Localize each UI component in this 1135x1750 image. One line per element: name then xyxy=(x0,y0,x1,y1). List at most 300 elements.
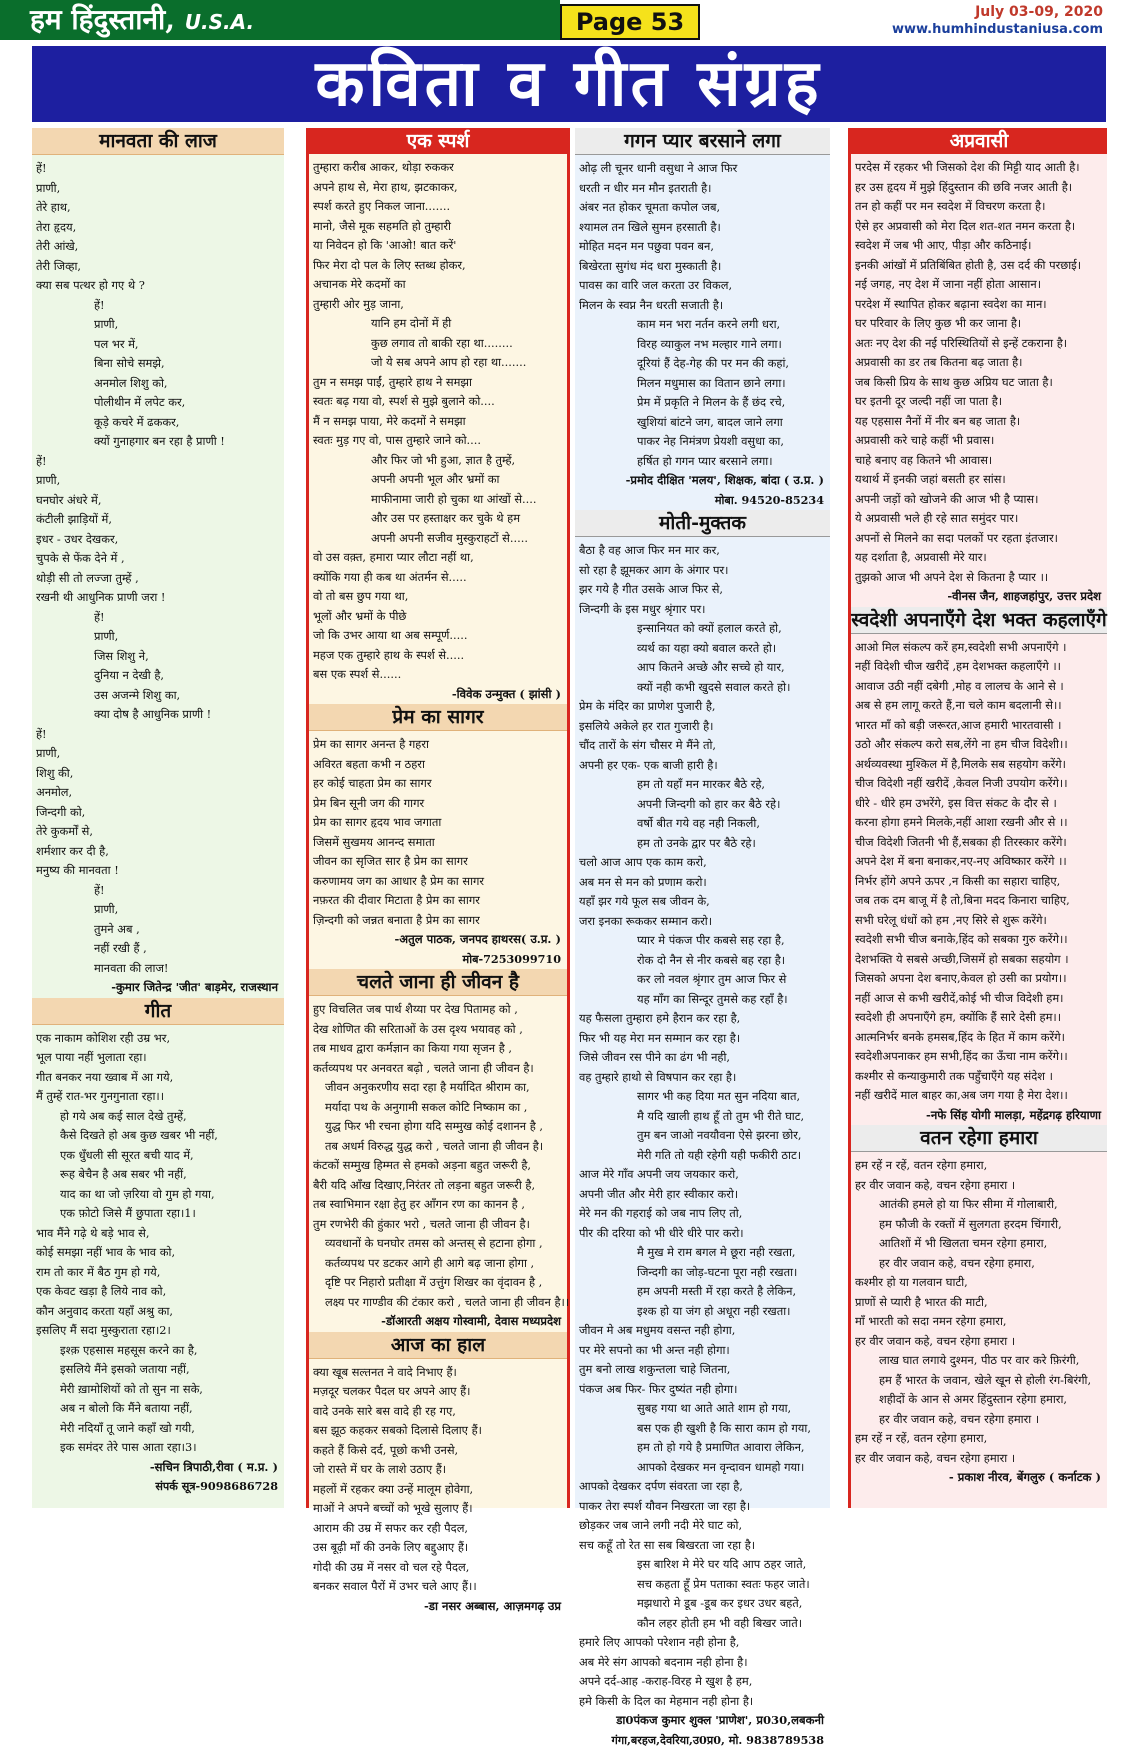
poem-line: आतंकी हमले हो या फिर सीमा में गोलाबारी, xyxy=(855,1195,1103,1215)
poem-line: एक धुँधली सी सूरत बची याद में, xyxy=(36,1146,280,1166)
poet-contact: संपर्क सूत्र-9098686728 xyxy=(32,1477,284,1497)
poem-line: वह तुम्हारे हाथो से विषपान कर रहा है। xyxy=(579,1068,826,1088)
poem-line: प्रेम बिन सूनी जग की गागर xyxy=(313,794,563,814)
poem-line: कर्तव्यपथ पर अनवरत बढ़ो , चलते जाना ही जीवन है। xyxy=(313,1059,563,1079)
poem-line: क्यों गुनाहगार बन रहा है प्राणी ! xyxy=(36,432,280,452)
poem-line: यह माँग का सिन्दूर तुमसे कह रहाँ है। xyxy=(579,990,826,1010)
brand-logo xyxy=(0,0,560,40)
poem-line: क्या खूब सल्तनत ने वादे निभाए हैं। xyxy=(313,1363,563,1383)
poem-line: प्यार मे पंकज पीर कबसे सह रहा है, xyxy=(579,931,826,951)
poem-line: प्रेम का सागर अनन्त है गहरा xyxy=(313,735,563,755)
poem-line: वर्षो बीत गये वह नही निकली, xyxy=(579,814,826,834)
poem-body xyxy=(309,1000,567,1312)
poem-line: बस एक ही खुशी है कि सारा काम हो गया, xyxy=(579,1419,826,1439)
poem-line: इनकी आंखों में प्रतिबिंबित होती है, उस दर्द की परछाई। xyxy=(855,256,1103,276)
poem-line: हें! xyxy=(36,452,280,472)
poem-line: तेरे हाथ, xyxy=(36,198,280,218)
poet-contact: गंगा,बरहज,देवरिया,उ0प्र0, मो. 9838789538 xyxy=(575,1731,830,1750)
poem-line: जिसमें सुखमय आनन्द समाता xyxy=(313,833,563,853)
poem-line: बिखेरता सुगंध मंद धरा मुस्काती है। xyxy=(579,257,826,277)
poem-line: आवाज उठी नहीं दबेगी ,मोह व लालच के आने से । xyxy=(855,677,1103,697)
poem-line: भाव मैंने गढ़े थे बड़े भाव से, xyxy=(36,1224,280,1244)
poem-line: शहीदों के आन से अमर हिंदुस्तान रहेगा हमारा, xyxy=(855,1390,1103,1410)
poem-line: मिलन के स्वप्न नैन धरती सजाती है। xyxy=(579,296,826,316)
poem-line: हम अपनी मस्ती में रहा करते है लेकिन, xyxy=(579,1282,826,1302)
section-title: कविता व गीत संग्रह xyxy=(32,46,1106,122)
poem-line: घर इतनी दूर जल्दी नहीं जा पाता है। xyxy=(855,392,1103,412)
poem-line: अपनी जिन्दगी को हार कर बैठे रहे। xyxy=(579,795,826,815)
poem-line: हें! xyxy=(36,608,280,628)
poem-line: जरा इनका रूककर सम्मान करो। xyxy=(579,912,826,932)
poem-line: पीर की दरिया को भी धीरे धीरे पार करो। xyxy=(579,1224,826,1244)
poem-line: अब से हम लागू करते हैं,ना चले काम बदलानी से।। xyxy=(855,696,1103,716)
poem-line: आप कितने अच्छे और सच्चे हो यार, xyxy=(579,658,826,678)
poem-line: हें! xyxy=(36,296,280,316)
poem-line: तुझको आज भी अपने देश से कितना है प्यार ।। xyxy=(855,568,1103,588)
poem-line: अपने हाथ से, मेरा हाथ, झटकाकर, xyxy=(313,178,563,198)
poem-line: झर गये है गीत उसके आज फिर से, xyxy=(579,580,826,600)
poem-line: शर्मशार कर दी है, xyxy=(36,842,280,862)
poem-line: आज मेरे गाँव अपनी जय जयकार करो, xyxy=(579,1165,826,1185)
poem-line: बनकर सवाल पैरों में उभर चले आए हैं।। xyxy=(313,1577,563,1597)
poem-line: पोलीथीन में लपेट कर, xyxy=(36,393,280,413)
poem-line: बस एक स्पर्श से...... xyxy=(313,665,563,685)
poem-line: मानवता की लाज! xyxy=(36,959,280,979)
poem-line: मझधारो मे डूब -डूब कर इधर उधर बहते, xyxy=(579,1594,826,1614)
poem-line: यह फैसला तुम्हारा हमे हैरान कर रहा है, xyxy=(579,1009,826,1029)
poem-line: रोक दो नैन से नीर कबसे बह रहा है। xyxy=(579,951,826,971)
poem-line: वो उस वक़्त, हमारा प्यार लौटा नहीं था, xyxy=(313,548,563,568)
poem-line: पर मेरे सपनो का भी अन्त नही होगा। xyxy=(579,1341,826,1361)
poem-line: कौन लहर होती हम भी वही बिखर जाते। xyxy=(579,1614,826,1634)
poem-line: तब स्वाभिमान रक्षा हेतु हर आँगन रण का कानन है , xyxy=(313,1195,563,1215)
poem-line: प्राणी, xyxy=(36,179,280,199)
poem-line: हें! xyxy=(36,881,280,901)
poem-line: हम हैं भारत के जवान, खेले खून से होली रंग-बिरंगी, xyxy=(855,1371,1103,1391)
poem-line: अपनी अपनी सजीव मुस्कुराहटों से..... xyxy=(313,529,563,549)
poem-line: स्वतः मुड़ गए वो, पास तुम्हारे जाने को.... xyxy=(313,431,563,451)
poem-line: इसलिये अकेले हर रात गुजारी है। xyxy=(579,717,826,737)
poem-line: इधर - उधर देखकर, xyxy=(36,530,280,550)
poem-line: हर वीर जवान कहे, वचन रहेगा हमारा । xyxy=(855,1410,1103,1430)
poem-line: काम मन भरा नर्तन करने लगी धरा, xyxy=(579,315,826,335)
poem-line: और फिर जो भी हुआ, ज्ञात है तुम्हें, xyxy=(313,451,563,471)
poem-line: स्वदेशी सभी चीज बनाके,हिंद को सबका गुरु करेंगे।। xyxy=(855,930,1103,950)
poem-line: स्वदेशी ही अपनाएँगे हम, क्योंकि हैं सारे देसी हम।। xyxy=(855,1008,1103,1028)
poem-line: क्या सब पत्थर हो गए थे ? xyxy=(36,276,280,296)
poem-line: मिलन मधुमास का वितान छाने लगा। xyxy=(579,374,826,394)
poem-line: उस अजन्मे शिशु का, xyxy=(36,686,280,706)
poem-line: जीवन मे अब मधुमय वसन्त नही होगा, xyxy=(579,1321,826,1341)
brand-suffix: U.S.A. xyxy=(185,10,254,34)
poem-line: तब अधर्म विरुद्ध युद्ध करो , चलते जाना ही जीवन है। xyxy=(313,1137,563,1157)
poem-line: या निवेदन हो कि 'आओ! बात करें' xyxy=(313,236,563,256)
poem-line: व्यर्थ का यहा क्यो बवाल करते हो। xyxy=(579,639,826,659)
poem-line: अप्रवासी का डर तब कितना बढ़ जाता है। xyxy=(855,353,1103,373)
poem-line: हमारे लिए आपको परेशान नही होना है, xyxy=(579,1633,826,1653)
poem-line: प्राणी, xyxy=(36,744,280,764)
poem-line: हुए विचलित जब पार्थ शैय्या पर देख पितामह को , xyxy=(313,1000,563,1020)
poem-line: जिन्दगी का जोड़-घटना पूरा नही रखता। xyxy=(579,1263,826,1283)
masthead xyxy=(0,0,1135,42)
poem-line: तुम्हारा करीब आकर, थोड़ा रुककर xyxy=(313,158,563,178)
poem-line: उठो और संकल्प करो सब,लेंगे ना हम चीज विदेशी।। xyxy=(855,735,1103,755)
poem-line: इस बारिश मे मेरे घर यदि आप ठहर जाते, xyxy=(579,1555,826,1575)
poem-line: तुम बनो लाख शकुन्तला चाहे जितना, xyxy=(579,1360,826,1380)
poem-line: और उस पर हस्ताक्षर कर चुके थे हम xyxy=(313,509,563,529)
poem-line: कर्तव्यपथ पर डटकर आगे ही आगे बढ़ जाना होगा , xyxy=(313,1254,563,1274)
poem-line: महलों में रहकर क्या उन्हें मालूम होवेगा, xyxy=(313,1480,563,1500)
poem-line: प्राणी, xyxy=(36,900,280,920)
poem-line: स्वदेश में जब भी आए, पीड़ा और कठिनाई। xyxy=(855,236,1103,256)
poem-line: दूरियां हैं देह-गेह की पर मन की कहां, xyxy=(579,354,826,374)
poem-line: छोड़कर जब जाने लगी नदी मेरे घाट को, xyxy=(579,1516,826,1536)
poem-line: यह एहसास नैनों में नीर बन बह जाता है। xyxy=(855,412,1103,432)
poem-line: अपनी हर एक- एक बाजी हारी है। xyxy=(579,756,826,776)
poem-line: चुपके से फेंक देने में , xyxy=(36,549,280,569)
poem-line: मेरे मन की गहराई को जब नाप लिए तो, xyxy=(579,1204,826,1224)
poem-line: तन हो कहीं पर मन स्वदेश में विचरण करता है। xyxy=(855,197,1103,217)
poem-line: गोदी की उम्र में नसर वो चल रहे पैदल, xyxy=(313,1558,563,1578)
poem-line: माओं ने अपने बच्चों को भूखे सुलाए हैं। xyxy=(313,1499,563,1519)
poem-line: अचानक मेरे कदमों का xyxy=(313,275,563,295)
poem-line: इसलिये मैंने इसको जताया नहीं, xyxy=(36,1360,280,1380)
poem-line: स्वतः बढ़ गया वो, स्पर्श से मुझे बुलाने को.... xyxy=(313,392,563,412)
poem-line: कहते हैं किसे दर्द, पूछो कभी उनसे, xyxy=(313,1441,563,1461)
poem-line: बस झूठ कहकर सबको दिलासे दिलाए हैं। xyxy=(313,1421,563,1441)
column-4 xyxy=(848,128,1107,1508)
poet-signature: -प्रमोद दीक्षित 'मलय', शिक्षक, बांदा ( उ.प्र. ) xyxy=(575,471,830,491)
poem-line: तुमने अब , xyxy=(36,920,280,940)
poem-line: पाकर नेह निमंत्रण प्रेयशी वसुधा का, xyxy=(579,432,826,452)
poem-title: एक स्पर्श xyxy=(309,128,567,154)
poem-line: प्राणी, xyxy=(36,315,280,335)
poem-line: शिशु की, xyxy=(36,764,280,784)
poet-signature: -डॉआरती अक्षय गोस्वामी, देवास मध्यप्रदेश xyxy=(309,1312,567,1332)
poem-line: बिना सोचे समझे, xyxy=(36,354,280,374)
poem-line: अपनी अपनी भूल और भ्रमों का xyxy=(313,470,563,490)
poem-line: अंबर नत होकर चूमता कपोल जब, xyxy=(579,198,826,218)
poem-line: भूलों और भ्रमों के पीछे xyxy=(313,607,563,627)
poem-line: रखनी थी आधुनिक प्राणी जरा ! xyxy=(36,588,280,608)
poem-line: चलो आज आप एक काम करो, xyxy=(579,853,826,873)
poem-line: मानो, जैसे मूक सहमति हो तुम्हारी xyxy=(313,217,563,237)
poem-line: जिसे जीवन रस पीने का ढंग भी नही, xyxy=(579,1048,826,1068)
poem-line: गीत बनकर नया ख्वाब में आ गये, xyxy=(36,1068,280,1088)
poem-line: हम तो यहाँ मन मारकर बैठे रहे, xyxy=(579,775,826,795)
poem-line: सच कहूँ तो रेत सा सब बिखरता जा रहा है। xyxy=(579,1536,826,1556)
poem-line: थोड़ी सी तो लज्जा तुम्हें , xyxy=(36,569,280,589)
poem-line: फिर भी यह मेरा मन सम्मान कर रहा है। xyxy=(579,1029,826,1049)
poem-line: प्राणी, xyxy=(36,627,280,647)
poem-line: राम तो कार में बैठ गुम हो गये, xyxy=(36,1263,280,1283)
poem-line: अपनों से मिलने का सदा पलकों पर रहता इंतजार। xyxy=(855,529,1103,549)
poem-line: अनमोल, xyxy=(36,783,280,803)
poem-body xyxy=(851,158,1107,587)
poem-line: प्रेम के मंदिर का प्राणेश पुजारी है, xyxy=(579,697,826,717)
poem-line: चाहे बनाए वह कितने भी आवास। xyxy=(855,451,1103,471)
poem-line: तेरा हृदय, xyxy=(36,218,280,238)
poem-line: ये अप्रवासी भले ही रहे सात समुंदर पार। xyxy=(855,509,1103,529)
poem-line: उस बूढ़ी माँ की उनके लिए बद्दुआए हैं। xyxy=(313,1538,563,1558)
poem-line: घनघोर अंधरे में, xyxy=(36,491,280,511)
column-1 xyxy=(32,128,284,1508)
brand-name: हम हिंदुस्तानी, xyxy=(30,3,175,36)
poem-line: कश्मीर हो या गलवान घाटी, xyxy=(855,1273,1103,1293)
poem-line: मर्यादा पथ के अनुगामी सकल कोटि निष्काम का , xyxy=(313,1098,563,1118)
poem-line: माफीनामा जारी हो चुका था आंखों से.... xyxy=(313,490,563,510)
poem-line: मोहित मदन मन पछुवा पवन बन, xyxy=(579,237,826,257)
poem-line: तुम बन जाओ नवयौवना ऐसे झरना छोर, xyxy=(579,1126,826,1146)
poem-line: इसलिए मैं सदा मुस्कुराता रहा।2। xyxy=(36,1321,280,1341)
poem-line: यह दर्शाता है, अप्रवासी मेरे यार। xyxy=(855,548,1103,568)
poem-line: सच कहता हूँ प्रेम पताका स्वतः फहर जाते। xyxy=(579,1575,826,1595)
poem-title: गगन प्यार बरसाने लगा xyxy=(575,128,830,155)
poem-line: जिसको अपना देश बनाए,केवल हो उसी का प्रयोग।। xyxy=(855,969,1103,989)
poem-line: पावस का वारि जल करता उर विकल, xyxy=(579,276,826,296)
poem-line: सुबह गया था आते आते शाम हो गया, xyxy=(579,1399,826,1419)
poem-line: दुनिया न देखी है, xyxy=(36,666,280,686)
poem-line: बैरी यदि आँख दिखाए,निरंतर तो लड़ना बहुत जरूरी है, xyxy=(313,1176,563,1196)
poem-line: कुछ लगाव तो बाकी रहा था........ xyxy=(313,334,563,354)
poem-line: हमे किसी के दिल का मेहमान नही होना है। xyxy=(579,1692,826,1712)
poem-line: नहीं आज से कभी खरीदें,कोई भी चीज विदेशी हम। xyxy=(855,989,1103,1009)
poem-line: पल भर में, xyxy=(36,335,280,355)
poem-line: अर्थव्यवस्था मुश्किल में है,मिलके सब सहयोग करेंगे। xyxy=(855,755,1103,775)
poem-title: आज का हाल xyxy=(309,1332,567,1359)
poem-line: हर उस हृदय में मुझे हिंदुस्तान की छवि नजर आती है। xyxy=(855,178,1103,198)
poem-body xyxy=(575,541,830,1711)
poem-body xyxy=(309,735,567,930)
poem-line: जो कि उभर आया था अब सम्पूर्ण..... xyxy=(313,626,563,646)
column-3 xyxy=(575,128,830,1508)
poem-line: बैठा है वह आज फिर मन मार कर, xyxy=(579,541,826,561)
poem-line: अतः नए देश की नई परिस्थितियों से इन्हें टकराना है। xyxy=(855,334,1103,354)
poem-line: ज़िन्दगी को जन्नत बनाता है प्रेम का सागर xyxy=(313,911,563,931)
poem-line: हर वीर जवान कहे, वचन रहेगा हमारा । xyxy=(855,1176,1103,1196)
poem-line: आराम की उम्र में सफर कर रही पैदल, xyxy=(313,1519,563,1539)
poet-signature: -अतुल पाठक, जनपद हाथरस( उ.प्र. ) xyxy=(309,930,567,950)
poem-line: दृष्टि पर निहारो प्रतीक्षा में उत्तुंग शिखर का वृंदावन है , xyxy=(313,1273,563,1293)
poem-line: क्यों नही कभी खुदसे सवाल करते हो। xyxy=(579,678,826,698)
poem-line: मै यदि खाली हाथ हूँ तो तुम भी रीते घाट, xyxy=(579,1107,826,1127)
poem-line: मज़दूर चलकर पैदल घर अपने आए हैं। xyxy=(313,1382,563,1402)
poem-line: स्पर्श करते हुए निकल जाना....... xyxy=(313,197,563,217)
poem-line: मनुष्य की मानवता ! xyxy=(36,861,280,881)
poem-line: जिन्दगी को, xyxy=(36,803,280,823)
poet-signature: -वीनस जैन, शाहजहांपुर, उत्तर प्रदेश xyxy=(851,587,1107,607)
poem-line: यहाँ झर गये फूल सब जीवन के, xyxy=(579,892,826,912)
poet-contact: मोब-7253099710 xyxy=(309,950,567,970)
poem-line: कंटीली झाड़ियों में, xyxy=(36,510,280,530)
poem-line: प्राणों से प्यारी है भारत की माटी, xyxy=(855,1293,1103,1313)
poem-line: ऐसे हर अप्रवासी को मेरा दिल शत-शत नमन करता है। xyxy=(855,217,1103,237)
poem-line: पाकर तेरा स्पर्श यौवन निखरता जा रहा है। xyxy=(579,1497,826,1517)
poem-body xyxy=(851,1156,1107,1468)
poem-body xyxy=(575,159,830,471)
poem-line: प्रेम में प्रकृति ने मिलन के हैं छंद रचे, xyxy=(579,393,826,413)
poem-line: कर लो नवल श्रृंगार तुम आज फिर से xyxy=(579,970,826,990)
poem-line: जब किसी प्रिय के साथ कुछ अप्रिय घट जाता है। xyxy=(855,373,1103,393)
website-link[interactable]: www.humhindustaniusa.com xyxy=(892,22,1103,37)
poem-line: कश्मीर से कन्याकुमारी तक पहुँचाएँगे यह संदेश । xyxy=(855,1067,1103,1087)
poem-body xyxy=(309,158,567,685)
poem-line: आओ मिल संकल्प करें हम,स्वदेशी सभी अपनाएँगे । xyxy=(855,638,1103,658)
poem-line: स्वदेशीअपनाकर हम सभी,हिंद का ऊँचा नाम करेंगे।। xyxy=(855,1047,1103,1067)
poem-body xyxy=(32,159,284,978)
poem-line: जिस शिशु ने, xyxy=(36,647,280,667)
column-2 xyxy=(306,128,570,1508)
poem-line: पंकज अब फिर- फिर दुष्यंत नही होगा। xyxy=(579,1380,826,1400)
poem-line: करना होगा हमने मिलके,नहीं आशा रखनी और से ।। xyxy=(855,813,1103,833)
poem-line: हर वीर जवान कहे, वचन रहेगा हमारा । xyxy=(855,1449,1103,1469)
poem-line: श्यामल तन खिले सुमन हरसाती है। xyxy=(579,218,826,238)
poem-line: चीज विदेशी नहीं खरीदें ,केवल निजी उपयोग करेंगे।। xyxy=(855,774,1103,794)
poem-line: अप्रवासी करे चाहे कहीं भी प्रवास। xyxy=(855,431,1103,451)
poem-line: जो ये सब अपने आप हो रहा था....... xyxy=(313,353,563,373)
poet-signature: -सचिन त्रिपाठी,रीवा ( म.प्र. ) xyxy=(32,1458,284,1478)
poem-line: क्योंकि गया ही कब था अंतर्मन से..... xyxy=(313,568,563,588)
poem-line: तेरे कुकर्मों से, xyxy=(36,822,280,842)
poem-body xyxy=(851,638,1107,1106)
poem-title: गीत xyxy=(32,998,284,1025)
poet-contact: मोबा. 94520-85234 xyxy=(575,491,830,511)
poem-line: इन्सानियत को क्यों हलाल करते हो, xyxy=(579,619,826,639)
poem-line: तुम न समझ पाईं, तुम्हारे हाथ ने समझा xyxy=(313,373,563,393)
poem-title: स्वदेशी अपनाएँगे देश भक्त कहलाएँगे xyxy=(851,607,1107,634)
poem-line: अपनी जीत और मेरी हार स्वीकार करो। xyxy=(579,1185,826,1205)
poem-line: धरती न धीर मन मौन इतराती है। xyxy=(579,179,826,199)
poem-line: सो रहा है झूमकर आग के अंगार पर। xyxy=(579,561,826,581)
poem-line: आतिशों में भी खिलता चमन रहेगा हमारा, xyxy=(855,1234,1103,1254)
poem-line: नहीं रखी हैं , xyxy=(36,939,280,959)
poem-line: जब तक दम बाजू में है तो,बिना मदद किनारा चाहिए, xyxy=(855,891,1103,911)
poem-line: देख शोणित की सरिताओं के उस दृश्य भयावह को , xyxy=(313,1020,563,1040)
poem-line: अनमोल शिशु को, xyxy=(36,374,280,394)
poem-line: ओढ़ ली चूनर धानी वसुधा ने आज फिर xyxy=(579,159,826,179)
poet-signature: - प्रकाश नीरव, बेंगलुरु ( कर्नाटक ) xyxy=(851,1468,1107,1488)
poem-line: फिर मेरा दो पल के लिए स्तब्ध होकर, xyxy=(313,256,563,276)
poem-line: जीवन अनुकरणीय सदा रहा है मर्यादित श्रीराम का, xyxy=(313,1078,563,1098)
poet-signature: -डा नसर अब्बास, आज़मगढ़ उप्र xyxy=(309,1597,567,1617)
poem-line: धीरे - धीरे हम उभरेंगे, इस वित्त संकट के दौर से । xyxy=(855,794,1103,814)
poem-line: प्रेम का सागर हृदय भाव जगाता xyxy=(313,813,563,833)
poem-line: मै मुख मे राम बगल मे छूरा नही रखता, xyxy=(579,1243,826,1263)
poem-line: अपनी जड़ों को खोजने की आज भी है प्यास। xyxy=(855,490,1103,510)
poem-line: परदेस में रहकर भी जिसको देश की मिट्टी याद आती है। xyxy=(855,158,1103,178)
poem-line: नफ़रत की दीवार मिटाता है प्रेम का सागर xyxy=(313,891,563,911)
poem-line: मेरी ख़ामोशियों को तो सुन ना सके, xyxy=(36,1380,280,1400)
poem-title: मोती-मुक्तक xyxy=(575,510,830,537)
poem-line: विरह व्याकुल नभ मल्हार गाने लगा। xyxy=(579,335,826,355)
poem-line: हर वीर जवान कहे, वचन रहेगा हमारा, xyxy=(855,1254,1103,1274)
poem-line: इक समंदर तेरे पास आता रहा।3। xyxy=(36,1438,280,1458)
poem-line: एक केवट खड़ा है लिये नाव को, xyxy=(36,1282,280,1302)
poem-line: करुणामय जग का आधार है प्रेम का सागर xyxy=(313,872,563,892)
poem-line: कोई समझा नहीं भाव के भाव को, xyxy=(36,1243,280,1263)
poem-line: हो गये अब कई साल देखे तुम्हें, xyxy=(36,1107,280,1127)
poem-line: एक नाकाम कोशिश रही उम्र भर, xyxy=(36,1029,280,1049)
poem-line: आत्मनिर्भर बनके हमसब,हिंद के हित में काम करेंगे। xyxy=(855,1028,1103,1048)
poem-line: अपने दर्द-आह -कराह-विरह मे खुश है हम, xyxy=(579,1672,826,1692)
poem-line: नहीं खरीदें माल बाहर का,अब जग गया है मेरा देश।। xyxy=(855,1086,1103,1106)
poem-line: लाख घात लगाये दुश्मन, पीठ पर वार करे फ़िरंगी, xyxy=(855,1351,1103,1371)
poem-line: व्यवधानों के घनघोर तमस को अन्तस् से हटाना होगा , xyxy=(313,1234,563,1254)
poem-title: प्रेम का सागर xyxy=(309,704,567,731)
poem-line: जीवन का सृजित सार है प्रेम का सागर xyxy=(313,852,563,872)
poem-line: तेरी जिव्हा, xyxy=(36,257,280,277)
poem-line: कैसे दिखते हो अब कुछ खबर भी नहीं, xyxy=(36,1126,280,1146)
poem-line: वो तो बस छुप गया था, xyxy=(313,587,563,607)
poem-line: मैं न समझ पाया, मेरे कदमों ने समझा xyxy=(313,412,563,432)
poem-line: आपको देखकर मन वृन्दावन धामहो गया। xyxy=(579,1458,826,1478)
poem-line: लक्ष्य पर गाण्डीव की टंकार करो , चलते जाना ही जीवन है।। xyxy=(313,1293,563,1313)
poet-signature: डा0पंकज कुमार शुक्ल 'प्राणेश', प्र030,लबकनी xyxy=(575,1711,830,1731)
poem-line: भारत माँ को बड़ी जरूरत,आज हमारी भारतवासी । xyxy=(855,716,1103,736)
poem-line: इश्क़ एहसास महसूस करने का है, xyxy=(36,1341,280,1361)
poem-line: यानि हम दोनों में ही xyxy=(313,314,563,334)
poem-line: नहीं विदेशी चीज खरीदें ,हम देशभक्त कहलाएँगे ।। xyxy=(855,657,1103,677)
poem-line: हम रहें न रहें, वतन रहेगा हमारा, xyxy=(855,1156,1103,1176)
poem-line: अविरत बहता कभी न ठहरा xyxy=(313,755,563,775)
page-number-badge: Page 53 xyxy=(560,4,700,40)
poem-line: हम तो हो गये है प्रमाणित आवारा लेकिन, xyxy=(579,1438,826,1458)
poem-line: जो रास्ते में घर के लाशे उठाए हैं। xyxy=(313,1460,563,1480)
poem-line: हम तो उनके द्वार पर बैठे रहे। xyxy=(579,834,826,854)
poem-line: अब मन से मन को प्रणाम करो। xyxy=(579,873,826,893)
poem-body xyxy=(309,1363,567,1597)
poem-line: हर वीर जवान कहे, वचन रहेगा हमारा । xyxy=(855,1332,1103,1352)
poem-line: खुशियां बांटने जग, बादल जाने लगा xyxy=(579,413,826,433)
poem-line: अपने देश में बना बनाकर,नए-नए अविष्कार करेंगे ।। xyxy=(855,852,1103,872)
poem-line: कौन अनुवाद करता यहाँ अश्रु का, xyxy=(36,1302,280,1322)
issue-date: July 03-09, 2020 xyxy=(975,4,1103,20)
poem-line: अब मेरे संग आपको बदनाम नही होना है। xyxy=(579,1653,826,1673)
poem-line: जिन्दगी के इस मधुर श्रृंगार पर। xyxy=(579,600,826,620)
poem-title: चलते जाना ही जीवन है xyxy=(309,969,567,996)
poem-line: हें! xyxy=(36,725,280,745)
poem-line: माँ भारती को सदा नमन रहेगा हमारा, xyxy=(855,1312,1103,1332)
poem-line: महज एक तुम्हारे हाथ के स्पर्श से..... xyxy=(313,646,563,666)
poem-line: नई जगह, नए देश में जाना नहीं होता आसान। xyxy=(855,275,1103,295)
poem-line: तब माधव द्वारा कर्मज्ञान का किया गया सृजन है , xyxy=(313,1039,563,1059)
poet-signature: -कुमार जितेन्द्र 'जीत' बाड़मेर, राजस्थान xyxy=(32,978,284,998)
poem-title: मानवता की लाज xyxy=(32,128,284,155)
poem-line: तेरी आंखे, xyxy=(36,237,280,257)
poem-line: एक फ़ोटो जिसे मैं छुपाता रहा।1। xyxy=(36,1204,280,1224)
poem-line: तुम्हारी ओर मुड़ जाना, xyxy=(313,295,563,315)
poet-signature: -नफे सिंह योगी मालड़ा, महेंद्रगढ़ हरियाणा xyxy=(851,1106,1107,1126)
poem-line: कंटकों सम्मुख हिम्मत से हमको अड़ना बहुत जरूरी है, xyxy=(313,1156,563,1176)
poem-line: मेरी नदियाँ तू जाने कहाँ खो गयी, xyxy=(36,1419,280,1439)
poem-line: भूल पाया नहीं भुलाता रहा। xyxy=(36,1048,280,1068)
poem-line: इश्क हो या जंग हो अधूरा नही रखता। xyxy=(579,1302,826,1322)
poem-line: हें! xyxy=(36,159,280,179)
poem-line: कूड़े कचरे में ढककर, xyxy=(36,413,280,433)
poem-line: चौंद तारों के संग चौसर मे मैंने तो, xyxy=(579,736,826,756)
poem-line: सागर भी कह दिया मत सुन नदिया बात, xyxy=(579,1087,826,1107)
poet-signature: -विवेक उन्मुक्त ( झांसी ) xyxy=(309,685,567,705)
poem-line: आपको देखकर दर्पण संवरता जा रहा है, xyxy=(579,1477,826,1497)
poem-line: घर परिवार के लिए कुछ भी कर जाना है। xyxy=(855,314,1103,334)
poem-line: निर्भर होंगे अपने ऊपर ,न किसी का सहारा चाहिए, xyxy=(855,872,1103,892)
poem-line: सभी घरेलू धंधों को हम ,नए सिरे से शुरू करेंगे। xyxy=(855,911,1103,931)
poem-line: परदेश में स्थापित होकर बढ़ाना स्वदेश का मान। xyxy=(855,295,1103,315)
poem-line: प्राणी, xyxy=(36,471,280,491)
poem-line: हम रहें न रहें, वतन रहेगा हमारा, xyxy=(855,1429,1103,1449)
poem-line: हर्षित हो गगन प्यार बरसाने लगा। xyxy=(579,452,826,472)
poem-line: वादे उनके सारे बस वादे ही रह गए, xyxy=(313,1402,563,1422)
